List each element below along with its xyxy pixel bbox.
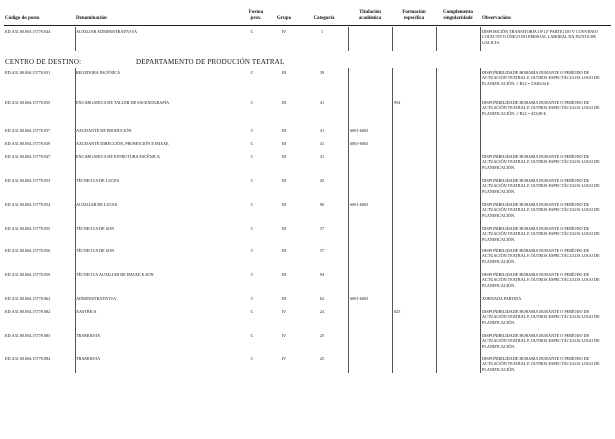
row-categoria: 41 [319, 154, 325, 159]
row-forma: C [250, 202, 254, 207]
row-forma: C [250, 356, 254, 361]
row-categoria: 41 [319, 128, 325, 133]
row-name: REGEDORA ESCÉNICA [76, 70, 121, 75]
row-grupo: III [281, 141, 287, 146]
row-observacions: DISPOÑIBILIDADE HORARIA DURANTE O PERÍODO DE ACTUACIÓN TEATRAL E OUTROS ESPECTÁCULOS LOGO DE PLANIFICACIÓN. [482, 202, 600, 218]
row-forma: C [250, 70, 254, 75]
column-separator [348, 68, 349, 373]
row-name: XASTRE/A [76, 309, 97, 314]
first-row-separator [75, 27, 76, 51]
row-categoria: 39 [319, 70, 325, 75]
row-code: ED.A31.00.004.15770.082 [5, 309, 51, 314]
first-row-code: ED.A31.00.003.15770.044 [5, 29, 51, 34]
column-separator [436, 68, 437, 373]
header-titulacion-line1: Titulación [359, 10, 381, 15]
row-grupo: III [281, 248, 287, 253]
first-row-grupo: IV [281, 29, 287, 34]
column-separator [392, 68, 393, 373]
row-name: TRAMOISTA [76, 333, 101, 338]
row-observacions: DISPOÑIBILIDADE HORARIA DURANTE O PERÍODO DE ACTUACIÓN TEATRAL E OUTROS ESPECTÁCULOS LOGO DE PLANIFICACIÓN. [482, 272, 600, 288]
row-grupo: III [281, 154, 287, 159]
row-code: ED.A31.00.004.15770.054 [5, 202, 51, 207]
row-grupo: III [281, 70, 287, 75]
row-forma: C [250, 141, 254, 146]
header-formacion-line1: Formación [402, 10, 426, 15]
row-categoria: 45 [319, 178, 325, 183]
row-code: ED.A31.00.004.15770.056 [5, 248, 51, 253]
row-categoria: 41 [319, 141, 325, 146]
row-name: AUXILIAR DE LUCES [76, 202, 118, 207]
row-titulacion: 6001-6003 [350, 128, 369, 133]
row-name: ENCARGADO/A DE ESTRUTURA ESCÉNICA [76, 154, 160, 159]
header-formacion-line2: específica [403, 16, 425, 21]
header-grupo: Grupo [276, 16, 292, 21]
row-grupo: III [281, 226, 287, 231]
row-code: ED.A31.00.004.15770.035 [5, 100, 51, 105]
row-observacions: DISPOÑIBILIDADE HORARIA DURANTE O PERÍODO DE ACTUACIÓN TEATRAL E OUTROS ESPECTÁCULOS LOGO DE PLANIFICACIÓN. [482, 226, 600, 242]
row-forma: C [250, 128, 254, 133]
header-categoria: Categoría [313, 16, 335, 21]
row-observacions: DISPOÑIBILIDADE HORARIA DURANTE O PERÍODO DE ACTUACIÓN TEATRAL E OUTROS ESPECTÁCULOS LOGO DE PLANIFICACIÓN. [482, 356, 600, 372]
header-titulacion-line2: académica [358, 16, 382, 21]
row-code: ED.A31.00.004.15770.031 [5, 70, 51, 75]
row-observacions: DISPOÑIBILIDADE HORARIA DURANTE O PERÍODO DE ACTUACIÓN TEATRAL E OUTROS ESPECTÁCULOS LOGO DE PLANIFICACIÓN. [482, 178, 600, 194]
row-forma: C [250, 309, 254, 314]
row-name: TRAMOISTA [76, 356, 101, 361]
row-code: ED.A31.00.004.15770.055 [5, 226, 51, 231]
row-titulacion: 6001-6003 [350, 141, 369, 146]
row-forma: C [250, 178, 254, 183]
row-categoria: 94 [319, 272, 325, 277]
row-grupo: IV [281, 309, 287, 314]
header-forma-line1: Forma [248, 10, 264, 15]
first-row-observacions: DISPOSICIÓN TRANSITORIA 10ª (2ª PARTE) DO V CONVENIO COLECTIVO ÚNICO DO PERSOAL LABORAL DA XUNTA DE GALICIA. [482, 29, 598, 45]
row-forma: C [250, 333, 254, 338]
row-grupo: IV [281, 356, 287, 361]
row-grupo: III [281, 178, 287, 183]
first-row-separator [436, 27, 437, 51]
row-categoria: 24 [319, 309, 325, 314]
row-observacions: XORNADA PARTIDA [482, 296, 522, 301]
first-row-name: AUXILIAR ADMINISTRATIVO/A [76, 29, 138, 34]
row-categoria: 90 [319, 202, 325, 207]
row-name: TÉCNICO/A DE LUCES [76, 178, 120, 183]
row-code: ED.A31.00.004.15770.062 [5, 296, 51, 301]
first-row-separator [480, 27, 481, 51]
row-titulacion: 6001-6003 [350, 202, 369, 207]
row-categoria: 41 [319, 100, 325, 105]
row-forma: C [250, 226, 254, 231]
row-grupo: III [281, 100, 287, 105]
row-grupo: III [281, 202, 287, 207]
row-forma: C [250, 248, 254, 253]
header-codigo: Código do posto [5, 16, 40, 21]
column-separator [480, 68, 481, 373]
row-observacions: DISPOÑIBILIDADE HORARIA DURANTE O PERÍODO DE ACTUACIÓN TEATRAL E OUTROS ESPECTÁCULOS LOGO DE PLANIFICACIÓN. [482, 333, 600, 349]
header-observacions: Observacións [482, 16, 511, 21]
first-row-separator [392, 27, 393, 51]
header-complemento-line2: singularidade [443, 16, 473, 21]
section-label: CENTRO DE DESTINO: [5, 58, 82, 66]
row-name: TÉCNICO/A AUXILIAR DE IMAXE E SON [76, 272, 154, 277]
row-categoria: 25 [319, 356, 325, 361]
row-observacions: DISPOÑIBILIDADE HORARIA DURANTE O PERÍODO DE ACTUACIÓN TEATRAL E OUTROS ESPECTÁCULOS LOGO DE PLANIFICACIÓN. // B12 = 5.948,04 €. [482, 70, 600, 86]
first-row-forma: C [250, 29, 254, 34]
header-denominacion: Denominación [76, 16, 107, 21]
row-categoria: 62 [319, 296, 325, 301]
first-row-separator [348, 27, 349, 51]
row-formacion: 954 [394, 100, 401, 105]
row-name: AXUDANTE DE PRODUCIÓN [76, 128, 132, 133]
column-separator [75, 68, 76, 373]
row-code: ED.A31.00.004.15770.053 [5, 178, 51, 183]
header-forma-line2: prov. [250, 16, 262, 21]
row-code: ED.A31.00.004.15770.083 [5, 333, 51, 338]
row-observacions: DISPOÑIBILIDADE HORARIA DURANTE O PERÍODO DE ACTUACIÓN TEATRAL E OUTROS ESPECTÁCULOS LOGO DE PLANIFICACIÓN. // B12 = 433,80 €. [482, 100, 600, 116]
row-name: ENCARGADO/A DE TALLER DE ESCENOGRAFÍA [76, 100, 170, 105]
row-grupo: III [281, 272, 287, 277]
row-name: TÉCNICO/A DE SON [76, 226, 115, 231]
header-complemento-line1: Complemento [443, 10, 473, 15]
header-rule [4, 25, 611, 26]
row-forma: C [250, 154, 254, 159]
row-code: ED.A31.00.004.15770.047 [5, 154, 51, 159]
row-name: ADMINISTRATIVO/A [76, 296, 117, 301]
row-code: ED.A31.00.004.15770.037 [5, 128, 51, 133]
row-grupo: III [281, 128, 287, 133]
row-categoria: 37 [319, 248, 325, 253]
section-name: DEPARTAMENTO DE PRODUCIÓN TEATRAL [136, 58, 285, 66]
row-name: TÉCNICO/A DE SON [76, 248, 115, 253]
row-code: ED.A31.00.004.15770.059 [5, 272, 51, 277]
row-grupo: III [281, 296, 287, 301]
row-name: AXUDANTE DIRECCIÓN, PROMOCIÓN E IMAXE [76, 141, 169, 146]
row-grupo: IV [281, 333, 287, 338]
row-observacions: DISPOÑIBILIDADE HORARIA DURANTE O PERÍODO DE ACTUACIÓN TEATRAL E OUTROS ESPECTÁCULOS LOGO DE PLANIFICACIÓN. [482, 248, 600, 264]
row-observacions: DISPOÑIBILIDADE HORARIA DURANTE O PERÍODO DE ACTUACIÓN TEATRAL E OUTROS ESPECTÁCULOS LOGO DE PLANIFICACIÓN. [482, 309, 600, 325]
row-formacion: 825 [394, 309, 401, 314]
first-row-categoria: 1 [320, 29, 324, 34]
row-code: ED.A31.00.004.15770.039 [5, 141, 51, 146]
row-observacions: DISPOÑIBILIDADE HORARIA DURANTE O PERÍODO DE ACTUACIÓN TEATRAL E OUTROS ESPECTÁCULOS LOGO DE PLANIFICACIÓN. [482, 154, 600, 170]
row-forma: C [250, 100, 254, 105]
row-categoria: 25 [319, 333, 325, 338]
row-forma: C [250, 272, 254, 277]
row-categoria: 37 [319, 226, 325, 231]
row-forma: C [250, 296, 254, 301]
row-titulacion: 6001-6003 [350, 296, 369, 301]
row-code: ED.A31.00.004.15770.084 [5, 356, 51, 361]
